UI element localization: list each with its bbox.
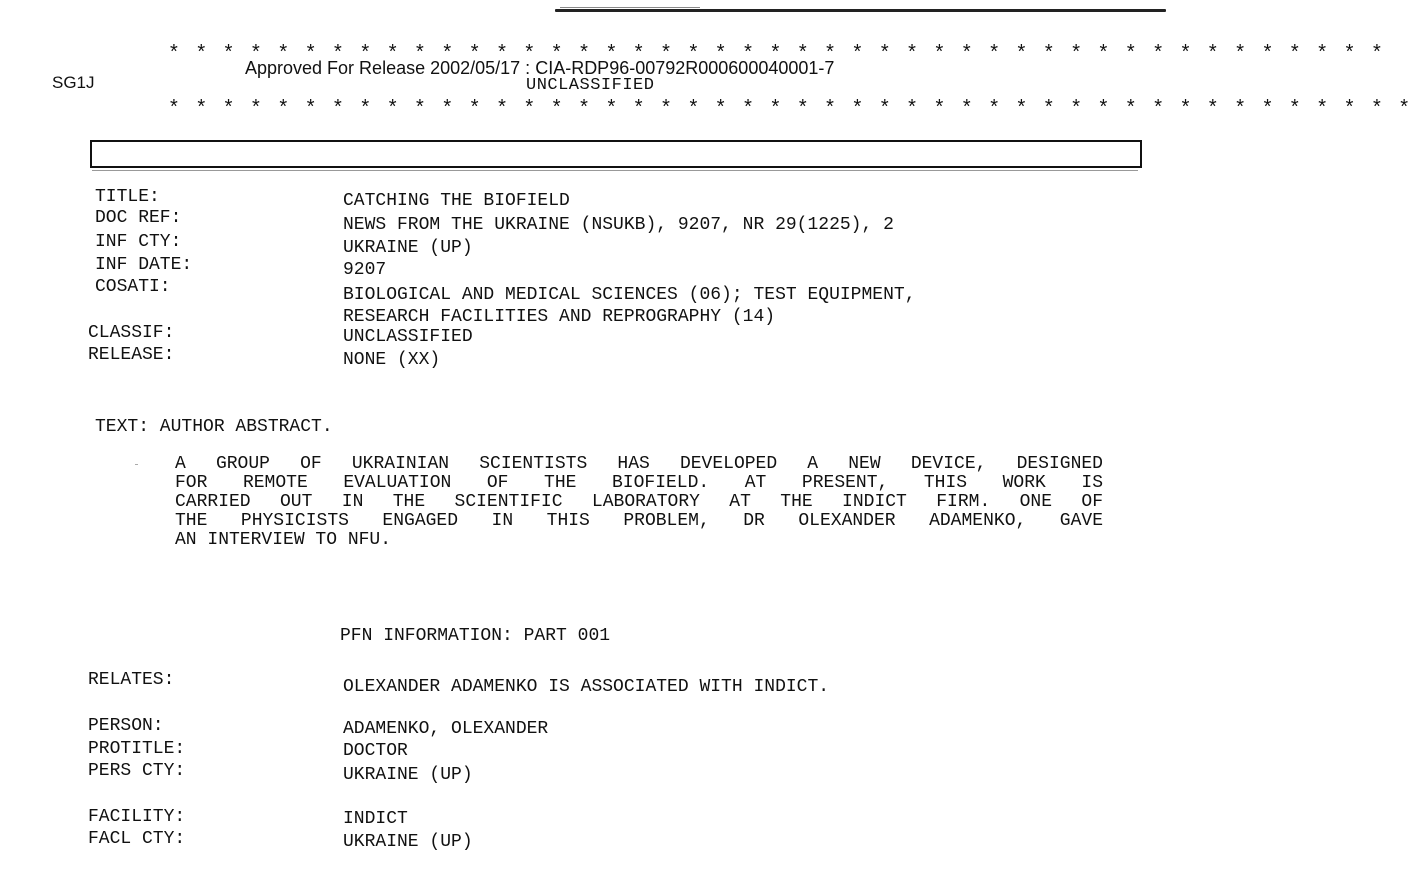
docref-label: DOC REF: xyxy=(95,208,182,228)
perscty-value: UKRAINE (UP) xyxy=(343,765,473,785)
release-notice: Approved For Release 2002/05/17 : CIA-RDP96-00792R000600040001-7 xyxy=(245,58,835,78)
scan-edge-rule-thin xyxy=(560,7,700,8)
classif-label: CLASSIF: xyxy=(88,323,175,343)
perscty-label: PERS CTY: xyxy=(88,761,186,781)
abstract-line: THE PHYSICISTS ENGAGED IN THIS PROBLEM, DR OLEXANDER ADAMENKO, GAVE xyxy=(175,511,1103,531)
protitle-label: PROTITLE: xyxy=(88,739,186,759)
relates-value: OLEXANDER ADAMENKO IS ASSOCIATED WITH INDICT. xyxy=(343,677,830,697)
side-code: SG1J xyxy=(52,73,95,92)
infcty-value: UKRAINE (UP) xyxy=(343,238,473,258)
cosati-label: COSATI: xyxy=(95,277,171,297)
infdate-value: 9207 xyxy=(343,260,387,280)
abstract-line: AN INTERVIEW TO NFU. xyxy=(175,530,392,550)
scan-edge-rule xyxy=(555,9,1166,12)
facility-label: FACILITY: xyxy=(88,807,186,827)
classif-value: UNCLASSIFIED xyxy=(343,327,473,347)
release-label: RELEASE: xyxy=(88,345,175,365)
abstract-line: A GROUP OF UKRAINIAN SCIENTISTS HAS DEVELOPED A NEW DEVICE, DESIGNED xyxy=(175,454,1103,474)
faclcty-label: FACL CTY: xyxy=(88,829,186,849)
relates-label: RELATES: xyxy=(88,670,175,690)
header-stars-top: * * * * * * * * * * * * * * * * * * * * * * * * * * * * * * * * * * * * * * * * * * * * * xyxy=(170,41,1388,63)
scan-speck xyxy=(135,464,138,465)
faclcty-value: UKRAINE (UP) xyxy=(343,832,473,852)
cosati-value-line-1: BIOLOGICAL AND MEDICAL SCIENCES (06); TEST EQUIPMENT, xyxy=(343,285,916,305)
protitle-value: DOCTOR xyxy=(343,741,408,761)
pfn-heading: PFN INFORMATION: PART 001 xyxy=(340,626,611,646)
person-label: PERSON: xyxy=(88,716,164,736)
infdate-label: INF DATE: xyxy=(95,255,193,275)
person-value: ADAMENKO, OLEXANDER xyxy=(343,719,549,739)
text-heading: TEXT: AUTHOR ABSTRACT. xyxy=(95,417,333,437)
infcty-label: INF CTY: xyxy=(95,232,182,252)
abstract-line: FOR REMOTE EVALUATION OF THE BIOFIELD. AT PRESENT, THIS WORK IS xyxy=(175,473,1103,493)
cosati-value-line-2: RESEARCH FACILITIES AND REPROGRAPHY (14) xyxy=(343,307,776,327)
abstract-paragraph xyxy=(175,455,1103,550)
reference-box-shadow xyxy=(92,170,1138,171)
release-value: NONE (XX) xyxy=(343,350,441,370)
facility-value: INDICT xyxy=(343,809,408,829)
header-stars-bottom: * * * * * * * * * * * * * * * * * * * * * * * * * * * * * * * * * * * * * * * * * * * * * * xyxy=(170,96,1415,118)
title-value: CATCHING THE BIOFIELD xyxy=(343,191,570,211)
docref-value: NEWS FROM THE UKRAINE (NSUKB), 9207, NR 29(1225), 2 xyxy=(343,215,894,235)
abstract-line: CARRIED OUT IN THE SCIENTIFIC LABORATORY AT THE INDICT FIRM. ONE OF xyxy=(175,492,1103,512)
title-label: TITLE: xyxy=(95,187,160,207)
reference-box xyxy=(90,140,1142,168)
classification-banner: UNCLASSIFIED xyxy=(526,76,655,95)
